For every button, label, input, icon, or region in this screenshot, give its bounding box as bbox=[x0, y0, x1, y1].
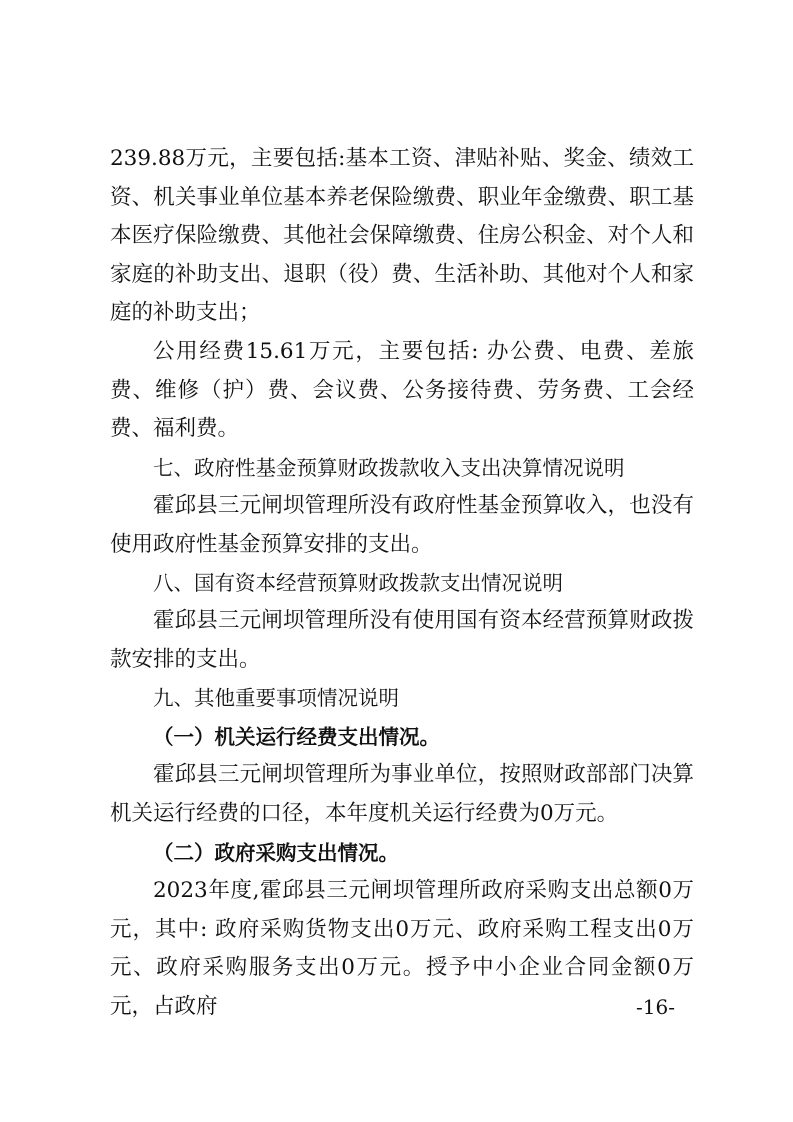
subheading-procurement: （二）政府采购支出情况。 bbox=[153, 841, 399, 865]
paragraph-personnel-expenses: 239.88万元，主要包括:基本工资、津贴补贴、奖金、绩效工资、机关事业单位基本养老保险缴费、职业年金缴费、职工基本医疗保险缴费、其他社会保障缴费、住房公积金、对个人和家庭的补助支出、退职（役）费、生活补助、其他对个人和家庭的补助支出； bbox=[110, 146, 694, 325]
paragraph-government-fund: 霍邱县三元闸坝管理所没有政府性基金预算收入，也没有使用政府性基金预算安排的支出。 bbox=[110, 493, 694, 557]
subheading-operating-expenses: （一）机关运行经费支出情况。 bbox=[153, 725, 440, 749]
heading-section-8: 八、国有资本经营预算财政拨款支出情况说明 bbox=[153, 571, 563, 595]
heading-section-9: 九、其他重要事项情况说明 bbox=[153, 686, 399, 710]
paragraph-state-capital: 霍邱县三元闸坝管理所没有使用国有资本经营预算财政拨款安排的支出。 bbox=[110, 608, 694, 672]
page-number: -16- bbox=[636, 995, 675, 1019]
paragraph-operating-expenses: 霍邱县三元闸坝管理所为事业单位，按照财政部部门决算机关运行经费的口径，本年度机关运行经费为0万元。 bbox=[110, 762, 694, 826]
paragraph-public-expenses: 公用经费15.61万元，主要包括: 办公费、电费、差旅费、维修（护）费、会议费、公务接待费、劳务费、工会经费、福利费。 bbox=[110, 339, 694, 441]
heading-section-7: 七、政府性基金预算财政拨款收入支出决算情况说明 bbox=[153, 456, 625, 480]
paragraph-procurement: 2023年度,霍邱县三元闸坝管理所政府采购支出总额0万元，其中: 政府采购货物支出0万元、政府采购工程支出0万元、政府采购服务支出0万元。授予中小企业合同金额0万元，占政府 bbox=[110, 878, 694, 1019]
